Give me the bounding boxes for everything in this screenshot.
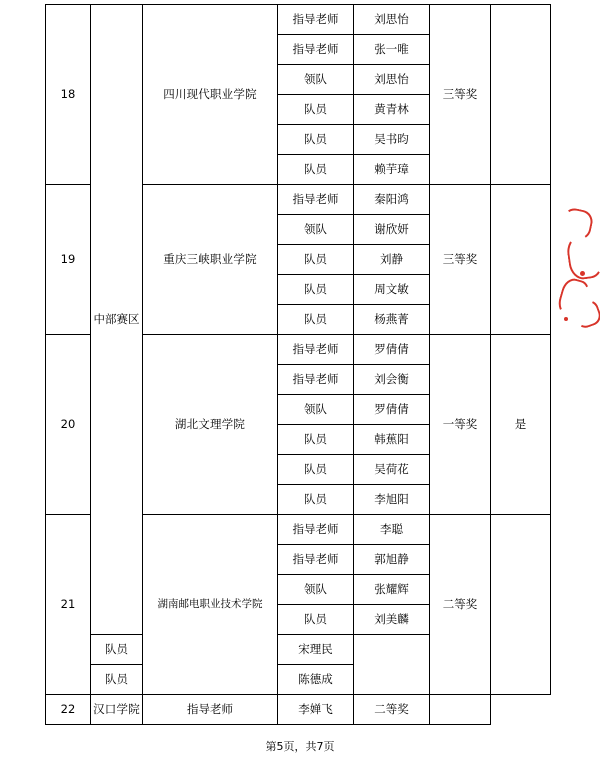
cell-role: 指导老师 [278,35,354,65]
cell-role: 指导老师 [278,365,354,395]
cell-flag: 是 [491,335,551,515]
cell-name: 韩蕉阳 [354,425,430,455]
cell-award: 三等奖 [430,5,491,185]
cell-name: 李婵飞 [278,695,354,725]
award-results-table [45,4,551,725]
cell-name: 张一唯 [354,35,430,65]
cell-role: 队员 [278,275,354,305]
cell-name: 张耀辉 [354,575,430,605]
cell-flag [430,695,491,725]
cell-role: 队员 [278,95,354,125]
cell-role: 队员 [278,605,354,635]
cell-name: 杨燕菁 [354,305,430,335]
cell-award: 三等奖 [430,185,491,335]
cell-name: 周文敏 [354,275,430,305]
cell-region: 中部赛区 [91,5,143,635]
cell-role: 队员 [91,665,143,695]
cell-role: 指导老师 [278,515,354,545]
cell-school: 重庆三峡职业学院 [143,185,278,335]
cell-role: 指导老师 [278,5,354,35]
cell-index: 22 [46,695,91,725]
cell-name: 罗倩倩 [354,395,430,425]
cell-role: 队员 [278,455,354,485]
cell-name: 刘静 [354,245,430,275]
cell-flag [491,5,551,185]
cell-school: 湖北文理学院 [143,335,278,515]
cell-role: 队员 [278,245,354,275]
table-row [46,695,551,725]
cell-school: 汉口学院 [91,695,143,725]
cell-role: 指导老师 [278,185,354,215]
cell-role: 队员 [278,155,354,185]
cell-index: 21 [46,515,91,695]
cell-award: 一等奖 [430,335,491,515]
table-body [46,5,551,725]
cell-name: 秦阳鸿 [354,185,430,215]
cell-role: 队员 [278,305,354,335]
cell-name: 李旭阳 [354,485,430,515]
cell-school: 四川现代职业学院 [143,5,278,185]
cell-role: 队员 [278,125,354,155]
cell-name: 吴荷花 [354,455,430,485]
red-seal-mark [558,205,600,335]
cell-name: 宋理民 [278,635,354,665]
cell-name: 罗倩倩 [354,335,430,365]
cell-role: 队员 [91,635,143,665]
cell-name: 刘思怡 [354,65,430,95]
cell-award: 二等奖 [430,515,491,695]
cell-school: 湖南邮电职业技术学院 [143,515,278,695]
cell-name: 郭旭静 [354,545,430,575]
cell-award: 二等奖 [354,695,430,725]
cell-name: 黄青林 [354,95,430,125]
cell-name: 李聪 [354,515,430,545]
page-footer: 第5页，共7页 [265,740,335,753]
cell-role: 指导老师 [278,335,354,365]
cell-role: 指导老师 [278,545,354,575]
cell-name: 刘思怡 [354,5,430,35]
cell-name: 谢欣妍 [354,215,430,245]
cell-flag [491,185,551,335]
cell-name: 刘美麟 [354,605,430,635]
cell-role: 队员 [278,425,354,455]
cell-name: 赖芋璋 [354,155,430,185]
cell-name: 吴书昀 [354,125,430,155]
cell-role: 领队 [278,215,354,245]
cell-index: 19 [46,185,91,335]
cell-role: 领队 [278,395,354,425]
cell-role: 领队 [278,65,354,95]
cell-flag [491,515,551,695]
cell-name: 陈德成 [278,665,354,695]
cell-index: 20 [46,335,91,515]
table-row [46,5,551,35]
cell-role: 指导老师 [143,695,278,725]
cell-role: 队员 [278,485,354,515]
cell-role: 领队 [278,575,354,605]
cell-name: 刘会衡 [354,365,430,395]
cell-index: 18 [46,5,91,185]
